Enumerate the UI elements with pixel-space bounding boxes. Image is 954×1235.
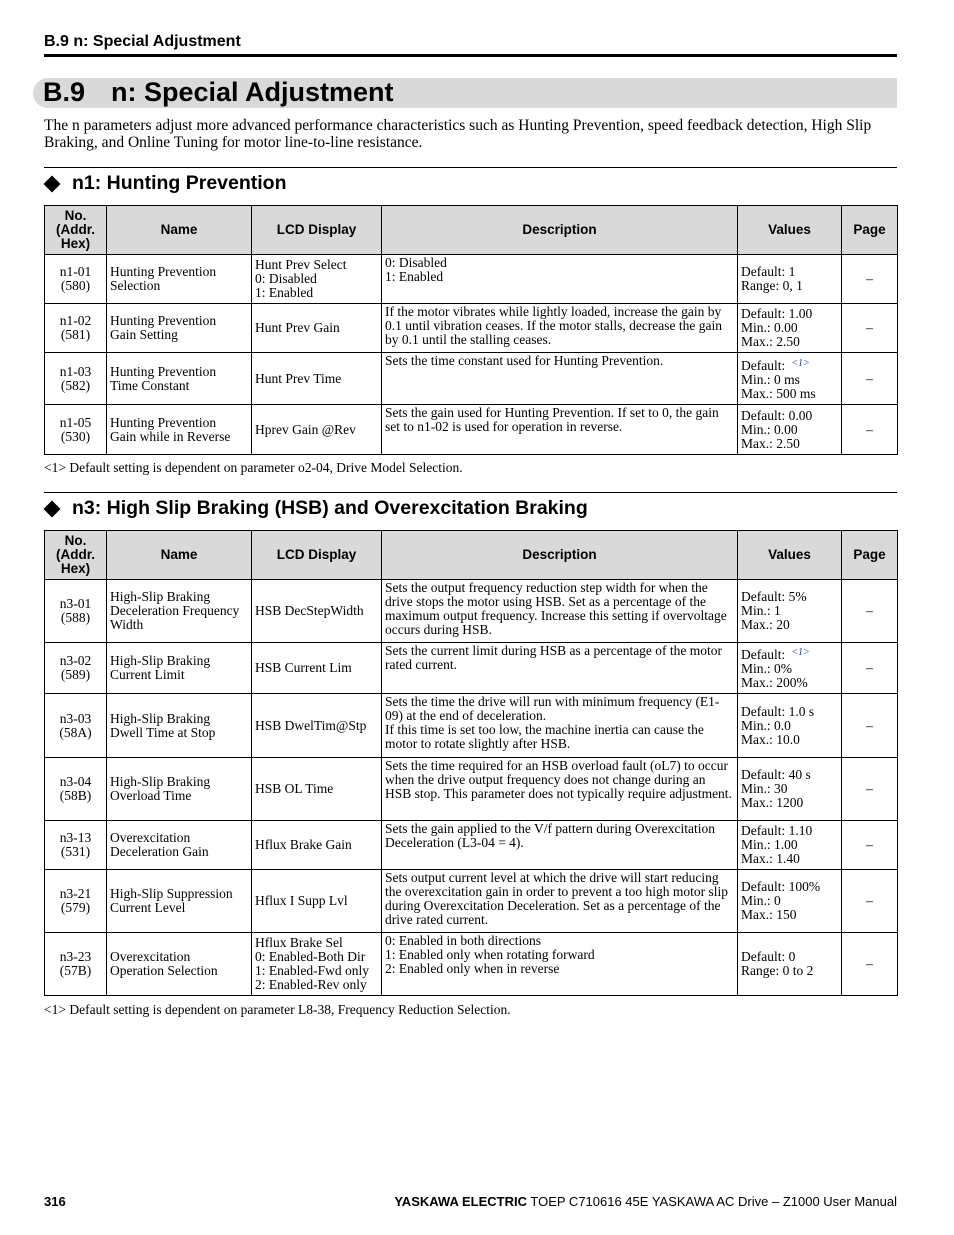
lcd-display-line: HSB Current Lim xyxy=(255,660,352,675)
param-address: (531) xyxy=(60,844,91,859)
param-name-line: Overload Time xyxy=(110,788,192,803)
header-rule xyxy=(44,54,897,57)
section-divider xyxy=(44,167,897,168)
param-number: n3-23 xyxy=(59,949,92,964)
value-line xyxy=(741,719,838,733)
table-row xyxy=(45,821,898,870)
value-text: Default: 0 xyxy=(741,949,796,964)
param-number: n3-01 xyxy=(59,596,92,611)
page-cell: – xyxy=(842,643,898,694)
values-cell xyxy=(738,694,842,758)
param-name-cell xyxy=(107,405,252,455)
value-line xyxy=(741,604,838,618)
lcd-display-line: 2: Enabled-Rev only xyxy=(255,977,367,992)
param-address: (581) xyxy=(60,327,91,342)
param-name-line: High-Slip Braking xyxy=(110,653,211,668)
values-cell xyxy=(738,405,842,455)
lcd-display-line: Hunt Prev Gain xyxy=(255,320,340,335)
description-text: Sets the current limit during HSB as a percentage of the motor rated current. xyxy=(385,643,723,672)
table-row xyxy=(45,870,898,933)
value-line xyxy=(741,676,838,690)
page-cell: – xyxy=(842,821,898,870)
lcd-display-line: HSB DecStepWidth xyxy=(255,603,364,618)
page-cell: – xyxy=(842,694,898,758)
param-number: n3-21 xyxy=(59,886,92,901)
description-text: Sets the time constant used for Hunting Prevention. xyxy=(385,353,664,368)
section-title: n: Special Adjustment xyxy=(111,77,394,107)
param-number-cell xyxy=(45,870,107,933)
description-text: If the motor vibrates while lightly loaded, increase the gain by 0.1 until vibration ceases. If the motor stalls, decrease the gain by 0.1 until the stalling ceases. xyxy=(385,304,723,347)
value-line xyxy=(741,733,838,747)
param-address: (582) xyxy=(60,377,91,393)
value-text: Max.: 2.50 xyxy=(741,334,800,349)
column-header-line: No. xyxy=(64,208,87,223)
value-line xyxy=(741,796,838,810)
value-text: Max.: 2.50 xyxy=(741,435,800,451)
value-text: Max.: 500 ms xyxy=(741,385,816,401)
lcd-display-cell xyxy=(252,255,382,304)
footer-doc-info xyxy=(394,1194,897,1209)
description-cell xyxy=(382,255,738,304)
param-number-cell xyxy=(45,405,107,455)
param-address: (58A) xyxy=(59,724,92,740)
column-header: Values xyxy=(738,206,842,255)
lcd-display-cell xyxy=(252,405,382,455)
description-text: 1: Enabled xyxy=(385,269,444,284)
value-text: Max.: 150 xyxy=(741,907,797,922)
column-header: Page xyxy=(842,206,898,255)
description-cell xyxy=(382,758,738,821)
table-footnote: <1> Default setting is dependent on parameter L8-38, Frequency Reduction Selection. xyxy=(44,1002,511,1017)
param-name-line: Time Constant xyxy=(110,377,190,393)
value-line xyxy=(741,321,838,335)
lcd-display-cell xyxy=(252,353,382,405)
lcd-display-cell xyxy=(252,870,382,933)
param-address: (588) xyxy=(60,610,91,625)
column-header: Page xyxy=(842,531,898,580)
param-address: (579) xyxy=(60,900,91,915)
value-text: Default: 1.0 s xyxy=(741,703,815,719)
parameter-table-n3 xyxy=(44,530,898,996)
description-cell xyxy=(382,870,738,933)
values-cell xyxy=(738,580,842,643)
param-name-line: Hunting Prevention xyxy=(110,414,217,430)
value-text: Default: 0.00 xyxy=(741,407,813,423)
description-text: Sets output current level at which the drive will start reducing the overexcitation gain in order to prevent a too high motor slip during Overexcitation Deceleration. Set as a percentage of the drive rated current. xyxy=(385,870,729,927)
param-name-line: Current Level xyxy=(110,900,186,915)
description-text: Sets the time required for an HSB overload fault (oL7) to occur when the drive output frequency does not change during an HSB stop. This parameter does not typically require adjustment. xyxy=(385,758,732,801)
value-line xyxy=(741,437,838,451)
lcd-display-cell xyxy=(252,758,382,821)
value-text: Min.: 0 xyxy=(741,893,781,908)
param-name-line: Hunting Prevention xyxy=(110,264,217,279)
lcd-display-line: 1: Enabled xyxy=(255,285,314,300)
value-line xyxy=(741,409,838,423)
value-text: Min.: 0.00 xyxy=(741,421,798,437)
description-text: Sets the gain applied to the V/f pattern during Overexcitation Deceleration (L3-04 = 4). xyxy=(385,821,716,850)
value-line xyxy=(741,590,838,604)
value-text: Default: 1.10 xyxy=(741,823,813,838)
param-number-cell xyxy=(45,255,107,304)
page-cell: – xyxy=(842,870,898,933)
lcd-display-line: Hunt Prev Select xyxy=(255,257,347,272)
diamond-bullet-icon xyxy=(44,500,61,517)
param-address: (530) xyxy=(60,428,91,444)
param-number: n3-13 xyxy=(59,830,92,845)
lcd-display-line: HSB DwelTim@Stp xyxy=(255,717,367,733)
column-header-line: Hex) xyxy=(60,561,91,576)
diamond-bullet-icon xyxy=(44,175,61,192)
subsection-heading-n3 xyxy=(44,497,588,520)
table-footnote: <1> Default setting is dependent on parameter o2-04, Drive Model Selection. xyxy=(44,460,463,475)
param-name-line: High-Slip Braking xyxy=(110,589,211,604)
param-number: n3-04 xyxy=(59,774,92,789)
param-number-cell xyxy=(45,643,107,694)
param-number: n1-03 xyxy=(59,363,92,379)
param-name-cell xyxy=(107,255,252,304)
value-line xyxy=(741,880,838,894)
table-header-row xyxy=(45,531,898,580)
lcd-display-line: 0: Disabled xyxy=(255,271,317,286)
page-cell: – xyxy=(842,255,898,304)
value-line xyxy=(741,662,838,676)
lcd-display-cell xyxy=(252,304,382,353)
footnote-ref-link[interactable]: <1> xyxy=(791,357,810,369)
subsection-heading-text: n3: High Slip Braking (HSB) and Overexcitation Braking xyxy=(72,497,588,519)
lcd-display-line: HSB OL Time xyxy=(255,781,334,796)
param-number: n1-01 xyxy=(59,264,92,279)
value-line xyxy=(741,908,838,922)
param-name-line: Selection xyxy=(110,278,161,293)
value-line xyxy=(741,357,838,373)
value-text: Range: 0 to 2 xyxy=(741,963,814,978)
param-address: (57B) xyxy=(59,963,92,978)
column-header-line: (Addr. xyxy=(56,547,95,562)
section-divider xyxy=(44,492,897,493)
param-name-line: Operation Selection xyxy=(110,963,218,978)
param-name-cell xyxy=(107,694,252,758)
column-header: LCD Display xyxy=(252,531,382,580)
description-text: 0: Disabled xyxy=(385,255,447,270)
description-text: Sets the output frequency reduction step width for when the drive stops the motor using HSB. Set as a percentage of the maximum output frequency. Increase this setting if overvoltage occurs during HSB. xyxy=(385,580,727,637)
description-cell xyxy=(382,933,738,996)
column-header-line: (Addr. xyxy=(56,222,95,237)
value-text: Min.: 1.00 xyxy=(741,837,798,852)
page-cell: – xyxy=(842,353,898,405)
param-name-cell xyxy=(107,758,252,821)
parameter-table-n1 xyxy=(44,205,898,455)
value-text: Max.: 20 xyxy=(741,617,790,632)
param-number-cell xyxy=(45,304,107,353)
table-row xyxy=(45,933,898,996)
param-name-line: Current Limit xyxy=(110,667,185,682)
values-cell xyxy=(738,821,842,870)
param-name-line: High-Slip Braking xyxy=(110,774,211,789)
value-line xyxy=(741,852,838,866)
footnote-ref-link[interactable]: <1> xyxy=(791,647,810,658)
table-header-row xyxy=(45,206,898,255)
value-text: Max.: 1.40 xyxy=(741,851,800,866)
table-row xyxy=(45,580,898,643)
lcd-display-line: 1: Enabled-Fwd only xyxy=(255,963,369,978)
column-header xyxy=(45,206,107,255)
column-header xyxy=(45,531,107,580)
lcd-display-line: Hflux Brake Sel xyxy=(255,935,343,950)
value-line xyxy=(741,950,838,964)
param-name-cell xyxy=(107,821,252,870)
page-number: 316 xyxy=(44,1194,66,1209)
values-cell xyxy=(738,643,842,694)
description-cell xyxy=(382,304,738,353)
param-name-line: Gain Setting xyxy=(110,327,178,342)
values-cell xyxy=(738,870,842,933)
param-address: (589) xyxy=(60,667,91,682)
table-row xyxy=(45,643,898,694)
value-text: Min.: 0 ms xyxy=(741,371,800,387)
value-line xyxy=(741,646,838,662)
value-text: Default: 40 s xyxy=(741,767,811,782)
values-cell xyxy=(738,353,842,405)
page-cell: – xyxy=(842,933,898,996)
column-header: Name xyxy=(107,531,252,580)
lcd-display-line: Hflux Brake Gain xyxy=(255,837,352,852)
table-row xyxy=(45,758,898,821)
page-cell: – xyxy=(842,304,898,353)
lcd-display-cell xyxy=(252,694,382,758)
value-text: Default: 1.00 xyxy=(741,306,813,321)
param-name-line: Gain while in Reverse xyxy=(110,428,231,444)
column-header: Values xyxy=(738,531,842,580)
page-cell: – xyxy=(842,405,898,455)
value-text: Default: 5% xyxy=(741,589,807,604)
param-name-cell xyxy=(107,580,252,643)
value-text: Range: 0, 1 xyxy=(741,278,803,293)
param-number-cell xyxy=(45,821,107,870)
description-text: Sets the time the drive will run with minimum frequency (E1-09) at the end of deceleration. xyxy=(385,694,720,723)
param-number: n1-05 xyxy=(59,414,92,430)
value-line xyxy=(741,894,838,908)
param-number-cell xyxy=(45,353,107,405)
param-name-cell xyxy=(107,933,252,996)
description-text: If this time is set too low, the machine inertia can cause the motor to rotate slightly after HSB. xyxy=(385,722,704,751)
page-cell: – xyxy=(842,580,898,643)
param-number-cell xyxy=(45,933,107,996)
value-line xyxy=(741,373,838,387)
param-name-cell xyxy=(107,304,252,353)
lcd-display-cell xyxy=(252,933,382,996)
table-row xyxy=(45,304,898,353)
description-text: 2: Enabled only when in reverse xyxy=(385,961,560,976)
value-line xyxy=(741,265,838,279)
values-cell xyxy=(738,758,842,821)
description-cell xyxy=(382,353,738,405)
values-cell xyxy=(738,255,842,304)
value-line xyxy=(741,768,838,782)
param-name-cell xyxy=(107,353,252,405)
column-header: Description xyxy=(382,531,738,580)
value-text: Min.: 0.0 xyxy=(741,717,791,733)
value-line xyxy=(741,824,838,838)
value-line xyxy=(741,423,838,437)
value-text: Max.: 10.0 xyxy=(741,731,800,747)
lcd-display-cell xyxy=(252,580,382,643)
param-number: n1-02 xyxy=(59,313,92,328)
value-line xyxy=(741,387,838,401)
value-line xyxy=(741,307,838,321)
lcd-display-line: Hflux I Supp Lvl xyxy=(255,893,348,908)
value-line xyxy=(741,335,838,349)
param-name-line: High-Slip Suppression xyxy=(110,886,233,901)
param-name-line: Overexcitation xyxy=(110,949,191,964)
param-number-cell xyxy=(45,758,107,821)
param-number-cell xyxy=(45,694,107,758)
page-cell: – xyxy=(842,758,898,821)
column-header-line: Hex) xyxy=(60,236,91,251)
description-cell xyxy=(382,694,738,758)
values-cell xyxy=(738,304,842,353)
values-cell xyxy=(738,933,842,996)
value-line xyxy=(741,838,838,852)
table-row xyxy=(45,694,898,758)
param-address: (580) xyxy=(60,278,91,293)
param-name-cell xyxy=(107,870,252,933)
table-row xyxy=(45,255,898,304)
value-text: Min.: 1 xyxy=(741,603,781,618)
value-line xyxy=(741,964,838,978)
param-name-line: High-Slip Braking xyxy=(110,710,211,726)
description-text: Sets the gain used for Hunting Prevention. If set to 0, the gain set to n1-02 is used for operation in reverse. xyxy=(385,405,719,434)
param-name-line: Dwell Time at Stop xyxy=(110,724,216,740)
value-text: Min.: 0.00 xyxy=(741,320,798,335)
param-number: n3-02 xyxy=(59,653,92,668)
value-text: Default: 1 xyxy=(741,264,796,279)
column-header: Description xyxy=(382,206,738,255)
description-cell xyxy=(382,643,738,694)
param-number-cell xyxy=(45,580,107,643)
param-name-line: Deceleration Gain xyxy=(110,844,209,859)
column-header: Name xyxy=(107,206,252,255)
value-line xyxy=(741,279,838,293)
intro-paragraph: The n parameters adjust more advanced performance characteristics such as Hunting Prevention, speed feedback detection, High Slip Braking, and Online Tuning for motor line-to-line resistance. xyxy=(44,117,872,151)
description-cell xyxy=(382,580,738,643)
value-text: Default: xyxy=(741,357,786,373)
value-text: Min.: 30 xyxy=(741,781,788,796)
value-line xyxy=(741,618,838,632)
value-line xyxy=(741,705,838,719)
value-text: Default: xyxy=(741,647,786,662)
value-text: Max.: 200% xyxy=(741,675,808,690)
subsection-heading-text: n1: Hunting Prevention xyxy=(72,172,287,194)
param-name-line: Hunting Prevention xyxy=(110,313,217,328)
param-address: (58B) xyxy=(59,788,92,803)
description-cell xyxy=(382,821,738,870)
param-name-line: Deceleration Frequency xyxy=(110,603,240,618)
value-line xyxy=(741,782,838,796)
param-number: n3-03 xyxy=(59,710,92,726)
value-text: Default: 100% xyxy=(741,879,821,894)
running-header: B.9 n: Special Adjustment xyxy=(44,33,241,50)
subsection-heading-n1 xyxy=(44,172,287,195)
description-text: 0: Enabled in both directions xyxy=(385,933,541,948)
param-name-line: Overexcitation xyxy=(110,830,191,845)
value-text: Min.: 0% xyxy=(741,661,793,676)
lcd-display-cell xyxy=(252,643,382,694)
lcd-display-cell xyxy=(252,821,382,870)
section-number: B.9 xyxy=(43,77,86,107)
description-cell xyxy=(382,405,738,455)
table-row xyxy=(45,405,898,455)
column-header: LCD Display xyxy=(252,206,382,255)
footer-doc-title: TOEP C710616 45E YASKAWA AC Drive – Z1000 User Manual xyxy=(530,1194,897,1209)
lcd-display-line: 0: Enabled-Both Dir xyxy=(255,949,366,964)
section-title-band xyxy=(33,78,897,108)
table-row xyxy=(45,353,898,405)
param-name-line: Hunting Prevention xyxy=(110,363,217,379)
value-text: Max.: 1200 xyxy=(741,795,804,810)
footer-brand: YASKAWA ELECTRIC xyxy=(394,1194,527,1209)
column-header-line: No. xyxy=(64,533,87,548)
param-name-line: Width xyxy=(110,617,144,632)
lcd-display-line: Hunt Prev Time xyxy=(255,370,342,386)
lcd-display-line: Hprev Gain @Rev xyxy=(255,421,356,437)
param-name-cell xyxy=(107,643,252,694)
description-text: 1: Enabled only when rotating forward xyxy=(385,947,595,962)
